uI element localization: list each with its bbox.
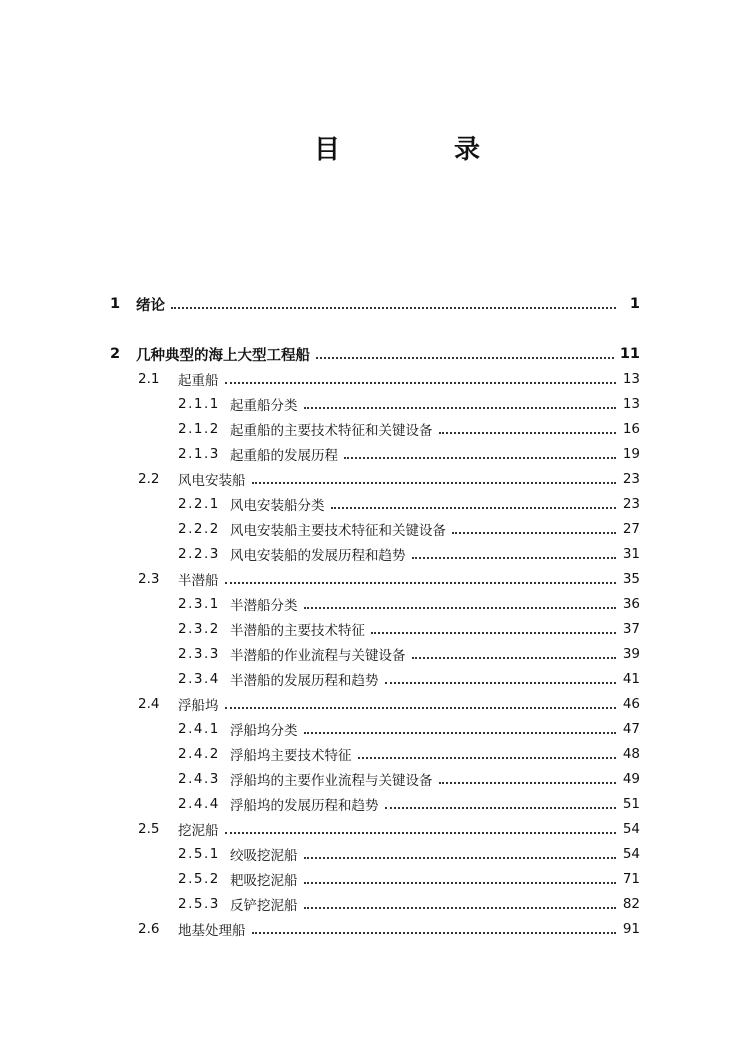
toc-leader-dots: [225, 582, 617, 584]
toc-entry-page: 51: [622, 796, 640, 812]
toc-entry-number: 2.4.1: [178, 721, 220, 737]
toc-leader-dots: [358, 757, 617, 759]
toc-entry-page: 11: [619, 346, 640, 362]
toc-leader-dots: [344, 457, 616, 459]
toc-entry[interactable]: [138, 568, 640, 590]
toc-entry-number: 1: [110, 296, 121, 312]
toc-entry-page: 19: [622, 446, 640, 462]
toc-leader-dots: [412, 557, 617, 559]
toc-leader-dots: [225, 832, 617, 834]
toc-entry-page: 13: [622, 371, 640, 387]
toc-entry-page: 36: [622, 596, 640, 612]
toc-entry-title: 挖泥船: [178, 823, 219, 839]
toc-entry[interactable]: [178, 618, 640, 640]
toc-entry-title: 浮船坞的发展历程和趋势: [230, 798, 379, 814]
toc-entry-number: 2.5.1: [178, 846, 220, 862]
toc-leader-dots: [304, 907, 617, 909]
toc-entry-page: 39: [622, 646, 640, 662]
toc-entry[interactable]: [178, 743, 640, 765]
toc-entry[interactable]: [178, 868, 640, 890]
toc-entry[interactable]: [178, 643, 640, 665]
toc-entry-title: 地基处理船: [178, 923, 246, 939]
toc-entry-page: 49: [622, 771, 640, 787]
toc-entry-title: 起重船的主要技术特征和关键设备: [230, 423, 433, 439]
toc-entry-page: 13: [622, 396, 640, 412]
toc-entry[interactable]: [110, 343, 640, 365]
toc-entry-title: 绞吸挖泥船: [230, 848, 298, 864]
toc-leader-dots: [439, 432, 617, 434]
toc-entry[interactable]: [178, 893, 640, 915]
toc-leader-dots: [331, 507, 617, 509]
toc-entry-title: 浮船坞: [178, 698, 219, 714]
toc-leader-dots: [385, 682, 617, 684]
toc-entry-number: 2.1: [138, 371, 160, 387]
toc-entry-title: 浮船坞的主要作业流程与关键设备: [230, 773, 433, 789]
toc-entry[interactable]: [138, 693, 640, 715]
toc-leader-dots: [439, 782, 617, 784]
toc-leader-dots: [304, 882, 617, 884]
toc-entry-page: 23: [622, 471, 640, 487]
toc-entry-page: 37: [622, 621, 640, 637]
toc-leader-dots: [304, 857, 617, 859]
toc-entry-title: 风电安装船主要技术特征和关键设备: [230, 523, 446, 539]
toc-entry-number: 2.4.3: [178, 771, 220, 787]
toc-leader-dots: [304, 732, 617, 734]
toc-entry[interactable]: [178, 668, 640, 690]
toc-entry-page: 35: [622, 571, 640, 587]
toc-entry-page: 82: [622, 896, 640, 912]
toc-entry[interactable]: [178, 843, 640, 865]
toc-entry-number: 2.3.2: [178, 621, 220, 637]
toc-entry[interactable]: [178, 543, 640, 565]
toc-leader-dots: [304, 607, 617, 609]
toc-entry-number: 2.4.4: [178, 796, 220, 812]
toc-entry-number: 2.4: [138, 696, 160, 712]
toc-entry-number: 2.1.1: [178, 396, 220, 412]
toc-entry-page: 54: [622, 846, 640, 862]
toc-entry[interactable]: [178, 768, 640, 790]
toc-entry-title: 绪论: [136, 297, 165, 314]
toc-entry-page: 27: [622, 521, 640, 537]
toc-entry-number: 2.2.1: [178, 496, 220, 512]
toc-leader-dots: [304, 407, 617, 409]
toc-entry-title: 几种典型的海上大型工程船: [136, 347, 310, 364]
toc-entry-number: 2.5: [138, 821, 160, 837]
toc-entry-page: 31: [622, 546, 640, 562]
toc-leader-dots: [452, 532, 616, 534]
toc-entry-number: 2.3: [138, 571, 160, 587]
toc-entry-title: 浮船坞主要技术特征: [230, 748, 352, 764]
toc-entry-title: 半潜船: [178, 573, 219, 589]
toc-entry-title: 起重船: [178, 373, 219, 389]
toc-entry-number: 2.5.2: [178, 871, 220, 887]
toc-entry[interactable]: [178, 493, 640, 515]
toc-entry-page: 91: [622, 921, 640, 937]
toc-entry-title: 风电安装船分类: [230, 498, 325, 514]
toc-entry-number: 2.4.2: [178, 746, 220, 762]
toc-entry[interactable]: [178, 393, 640, 415]
toc-entry[interactable]: [178, 443, 640, 465]
toc-entry-number: 2.6: [138, 921, 160, 937]
toc-entry-number: 2.3.3: [178, 646, 220, 662]
toc-leader-dots: [252, 932, 617, 934]
toc-entry-title: 起重船分类: [230, 398, 298, 414]
page-title: 目 录: [313, 135, 524, 165]
toc-leader-dots: [171, 307, 616, 309]
toc-entry[interactable]: [138, 468, 640, 490]
toc-entry-number: 2.2.2: [178, 521, 220, 537]
toc-entry-number: 2.1.2: [178, 421, 220, 437]
toc-leader-dots: [225, 382, 617, 384]
toc-entry-page: 48: [622, 746, 640, 762]
toc-entry-page: 46: [622, 696, 640, 712]
toc-entry-title: 浮船坞分类: [230, 723, 298, 739]
toc-leader-dots: [385, 807, 617, 809]
toc-entry-number: 2: [110, 346, 121, 362]
toc-leader-dots: [412, 657, 617, 659]
toc-entry-title: 风电安装船的发展历程和趋势: [230, 548, 406, 564]
toc-entry[interactable]: [138, 918, 640, 940]
toc-entry-title: 半潜船的作业流程与关键设备: [230, 648, 406, 664]
toc-entry-page: 1: [629, 296, 640, 312]
toc-entry[interactable]: [178, 593, 640, 615]
toc-entry-number: 2.3.4: [178, 671, 220, 687]
toc-leader-dots: [316, 357, 614, 359]
toc-leader-dots: [225, 707, 617, 709]
toc-leader-dots: [252, 482, 617, 484]
toc-entry-page: 71: [622, 871, 640, 887]
toc-entry-title: 耙吸挖泥船: [230, 873, 298, 889]
toc-entry[interactable]: [138, 818, 640, 840]
toc-entry-title: 起重船的发展历程: [230, 448, 338, 464]
toc-entry[interactable]: [178, 418, 640, 440]
toc-entry[interactable]: [178, 718, 640, 740]
toc-entry-number: 2.2.3: [178, 546, 220, 562]
toc-entry[interactable]: [178, 793, 640, 815]
toc-entry-title: 风电安装船: [178, 473, 246, 489]
toc-leader-dots: [371, 632, 616, 634]
toc-entry-title: 半潜船分类: [230, 598, 298, 614]
toc-entry[interactable]: [178, 518, 640, 540]
toc-entry-number: 2.2: [138, 471, 160, 487]
toc-entry-page: 54: [622, 821, 640, 837]
toc-entry-title: 半潜船的主要技术特征: [230, 623, 365, 639]
toc-entry-title: 反铲挖泥船: [230, 898, 298, 914]
toc-entry-page: 41: [622, 671, 640, 687]
toc-entry-title: 半潜船的发展历程和趋势: [230, 673, 379, 689]
toc-entry[interactable]: [110, 293, 640, 315]
toc-entry[interactable]: [138, 368, 640, 390]
toc-entry-number: 2.1.3: [178, 446, 220, 462]
toc-entry-number: 2.3.1: [178, 596, 220, 612]
toc-entry-page: 16: [622, 421, 640, 437]
toc-entry-number: 2.5.3: [178, 896, 220, 912]
toc-entry-page: 23: [622, 496, 640, 512]
toc-entry-page: 47: [622, 721, 640, 737]
